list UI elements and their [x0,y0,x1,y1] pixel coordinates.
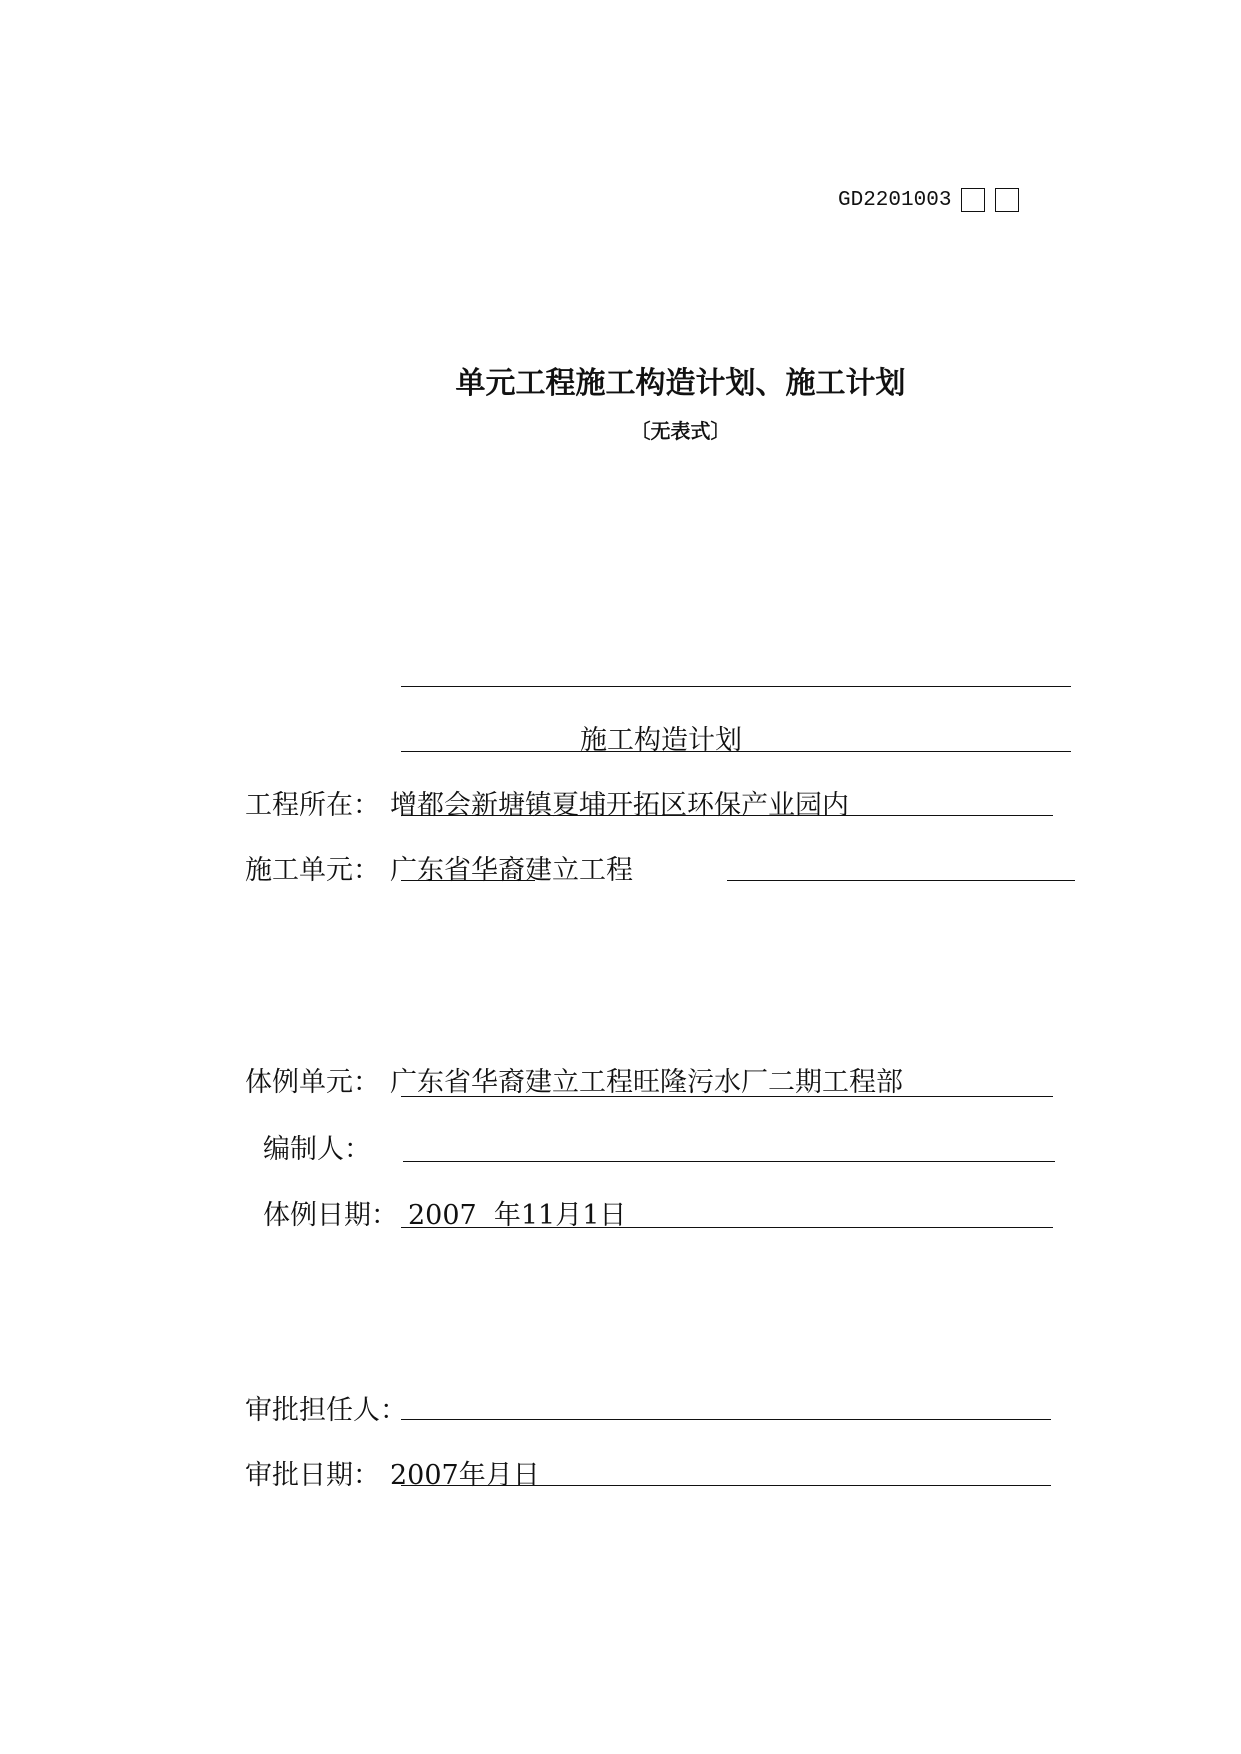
construction-unit-value: 广东省华裔建立工程 [390,855,633,886]
approve-date-label: 审批日期： [245,1460,380,1491]
plan-name-underline [401,751,1071,752]
construction-unit-underline-2 [727,880,967,881]
construction-unit-underline-1 [401,880,535,881]
document-code-line [838,188,1019,212]
construction-unit-label: 施工单元： [245,855,380,886]
approver-underline [401,1419,1051,1420]
compiler-label: 编制人： [263,1134,371,1165]
construction-unit-underline-3 [967,880,1075,881]
compiler-underline [403,1161,1055,1162]
compile-unit-value: 广东省华裔建立工程旺隆污水厂二期工程部 [390,1067,903,1098]
approve-date-underline [401,1485,1051,1486]
compile-unit-label: 体例单元： [245,1067,380,1098]
approver-label: 审批担任人： [245,1395,407,1426]
blank-line-top [401,686,1071,687]
document-code: GD2201003 [838,188,952,212]
checkbox-2[interactable] [995,188,1019,212]
location-underline [401,815,1053,816]
document-title: 单元工程施工构造计划、施工计划 [455,366,906,401]
compile-date-label: 体例日期： [263,1200,398,1231]
compile-date-value: 2007 年11月1日 [408,1200,627,1231]
document-subtitle: 〔无表式〕 [630,419,731,443]
compile-date-underline [401,1227,1053,1228]
plan-name: 施工构造计划 [580,725,742,756]
location-label: 工程所在： [245,790,380,821]
approve-date-value: 2007年月日 [390,1460,540,1491]
compile-unit-underline [401,1096,1053,1097]
location-value: 增都会新塘镇夏埔开拓区环保产业园内 [390,790,849,821]
checkbox-1[interactable] [961,188,985,212]
